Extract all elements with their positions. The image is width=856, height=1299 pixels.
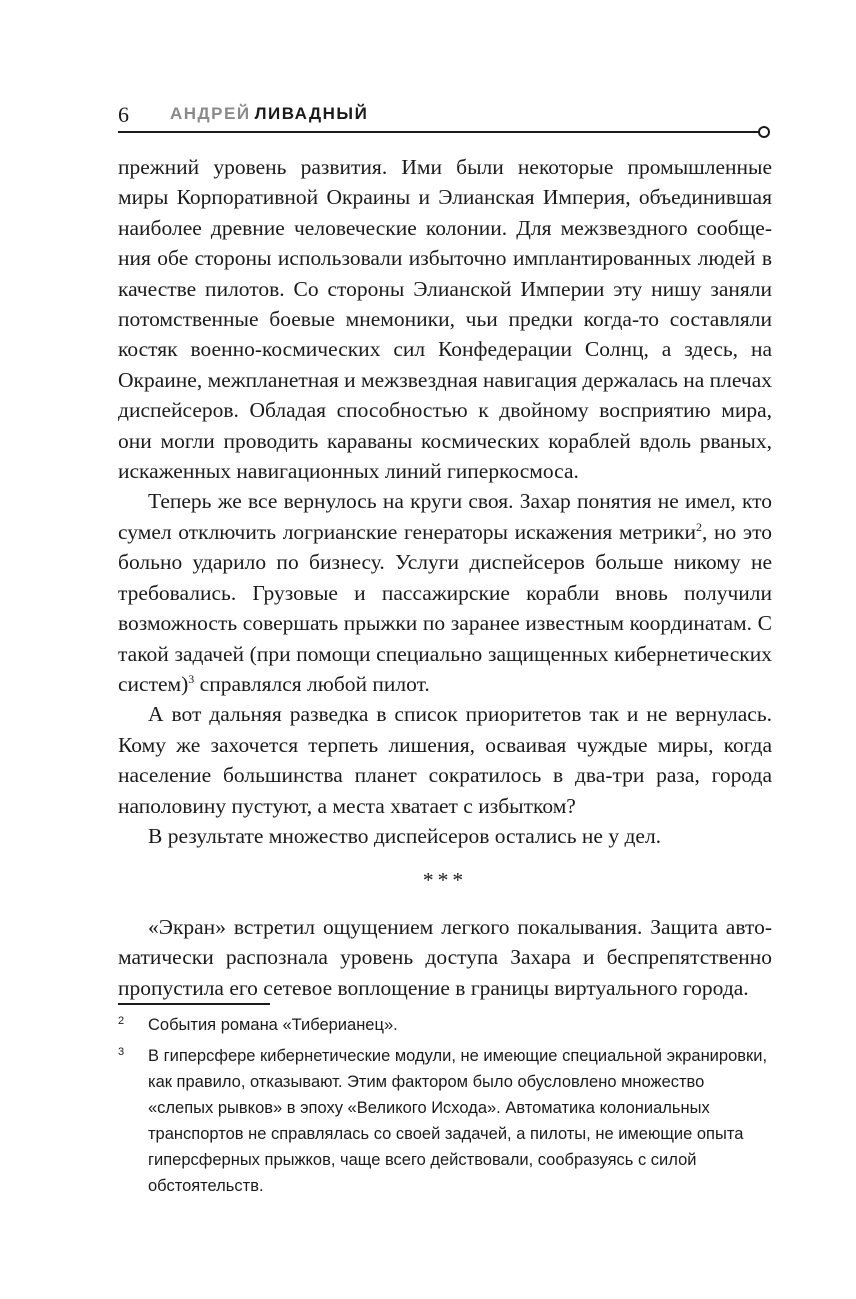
running-header	[118, 100, 768, 130]
footnote-ref-2: 2	[695, 519, 702, 534]
paragraph-2-part-c: справлялся любой пилот.	[194, 671, 430, 696]
author-last-name: ЛИВАДНЫЙ	[254, 104, 369, 123]
paragraph-3: А вот дальняя разведка в список приоритетов так и не вернулась. Кому же захочется терпеть лишения, осваивая чуждые миры, когда население большинства планет сократилось в два-три раза, города наполовину пустуют, а места хватает с избытком?	[118, 702, 772, 818]
paragraph-4: В результате множество диспейсеров остались не у дел.	[148, 823, 662, 848]
footnote-number: 2	[118, 1015, 125, 1027]
author-first-name: АНДРЕЙ	[170, 104, 251, 123]
footnote-text: События романа «Тиберианец».	[148, 1016, 398, 1034]
header-rule	[118, 131, 760, 133]
footnote-rule	[118, 1003, 270, 1005]
footnote-2	[118, 1012, 772, 1038]
paragraph-5: «Экран» встретил ощущением легкого покалывания. Защита автоматически распознала уровень доступа Захара и беспрепятственно пропустила его сетевое воплощение в границы виртуального города.	[118, 914, 772, 1000]
footnote-number: 3	[118, 1046, 125, 1058]
page-number: 6	[118, 102, 129, 127]
footnotes	[118, 1012, 772, 1204]
section-separator: ***	[422, 868, 468, 893]
header-rule-end-dot	[758, 126, 770, 138]
main-text	[118, 152, 772, 1003]
footnote-3	[118, 1043, 772, 1199]
paragraph-2-part-a: Теперь же все вернулось на круги своя. Захар понятия не имел, кто сумел отключить логрианские генераторы искажения метрики	[118, 489, 772, 544]
paragraph-2	[118, 486, 772, 699]
footnote-ref-3: 3	[188, 671, 195, 686]
author-name	[170, 104, 368, 124]
paragraph-1: прежний уровень развития. Ими были некоторые промышленные миры Корпоративной Окраины и Элианская Империя, объединившая наиболее древние человеческие колонии. Для межзвездного сообщения обе стороны использовали избыточно имплантированных людей в качестве пилотов. Со стороны Элианской Империи эту нишу заняли потомственные боевые мнемоники, чьи предки когда-то составляли костяк военно-космических сил Конфедерации Солнц, а здесь, на Окраине, межпланетная и межзвездная навигация держалась на плечах диспейсеров. Обладая способностью к двойному восприятию мира, они могли проводить караваны космических кораблей вдоль рваных, искаженных навигационных линий гиперкосмоса.	[118, 155, 772, 484]
footnote-text: В гиперсфере кибернетические модули, не имеющие специальной экранировки, как правило, отказывают. Этим фактором было обусловлено множество «слепых рывков» в эпоху «Великого Исхода». Автоматика колониальных транспортов не справлялась со своей задачей, а пилоты, не имеющие опыта гиперсферных прыжков, чаще всего действовали, сообразуясь с силой обстоятельств.	[148, 1047, 768, 1195]
paragraph-2-part-b: , но это больно ударило по бизнесу. Услуги диспейсеров больше никому не требовались. Грузовые и пассажирские корабли вновь получили возможность совершать прыжки по заранее известным координатам. С такой задачей (при помощи специально защищенных кибернетических систем)	[118, 519, 772, 696]
